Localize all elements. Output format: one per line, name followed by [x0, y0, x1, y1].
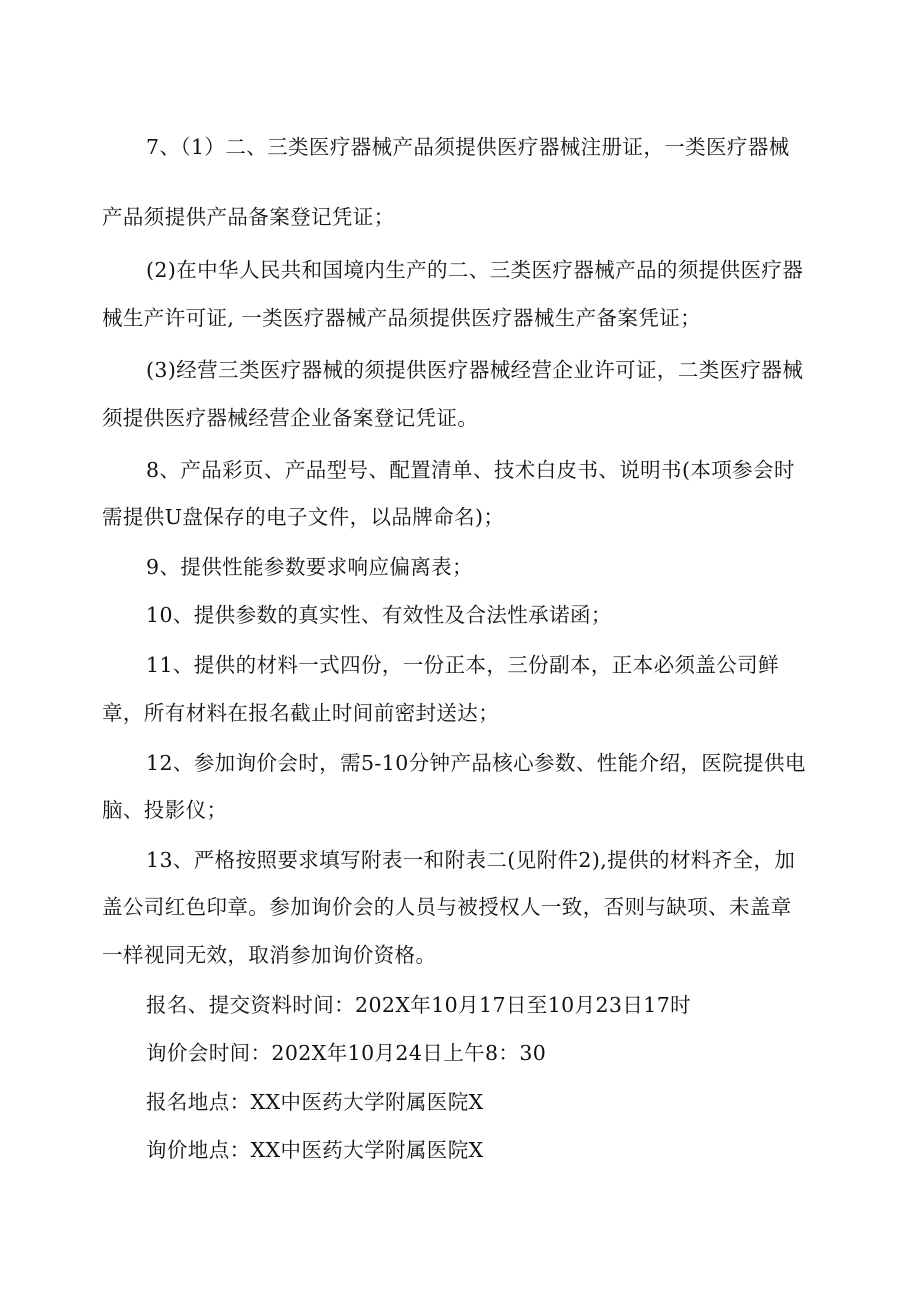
paragraph-line: 产品须提供产品备案登记凭证；	[102, 205, 395, 229]
paragraph-line: 10、提供参数的真实性、有效性及合法性承诺函；	[146, 603, 612, 627]
paragraph-line: 8、产品彩页、产品型号、配置清单、技术白皮书、说明书(本项参会时	[146, 458, 795, 482]
paragraph-line: 12、参加询价会时，需5-10分钟产品核心参数、性能介绍，医院提供电	[146, 751, 806, 775]
paragraph-line: 须提供医疗器械经营企业备案登记凭证。	[102, 406, 479, 430]
paragraph-line: (2)在中华人民共和国境内生产的二、三类医疗器械产品的须提供医疗器	[146, 258, 804, 282]
paragraph-line: 报名、提交资料时间：202X年10月17日至10月23日17时	[146, 993, 692, 1017]
paragraph-line: 需提供U盘保存的电子文件，以品牌命名)；	[102, 505, 505, 529]
paragraph-line: 11、提供的材料一式四份，一份正本，三份副本，正本必须盖公司鲜	[146, 653, 779, 677]
paragraph-line: 械生产许可证, 一类医疗器械产品须提供医疗器械生产备案凭证；	[102, 306, 702, 330]
paragraph-line: (3)经营三类医疗器械的须提供医疗器械经营企业许可证，二类医疗器械	[146, 358, 804, 382]
paragraph-line: 章，所有材料在报名截止时间前密封送达；	[102, 701, 500, 725]
paragraph-line: 盖公司红色印章。参加询价会的人员与被授权人一致，否则与缺项、未盖章	[102, 895, 792, 919]
paragraph-line: 询价会时间：202X年10月24日上午8：30	[146, 1041, 547, 1065]
paragraph-line: 报名地点：XX中医药大学附属医院X	[146, 1090, 484, 1114]
paragraph-line: 一样视同无效，取消参加询价资格。	[102, 943, 437, 967]
paragraph-line: 13、严格按照要求填写附表一和附表二(见附件2),提供的材料齐全，加	[146, 848, 796, 872]
paragraph-line: 脑、投影仪；	[102, 798, 228, 822]
paragraph-line: 7、（1）二、三类医疗器械产品须提供医疗器械注册证，一类医疗器械	[146, 135, 790, 159]
paragraph-line: 询价地点：XX中医药大学附属医院X	[146, 1138, 484, 1162]
paragraph-line: 9、提供性能参数要求响应偏离表；	[146, 555, 473, 579]
